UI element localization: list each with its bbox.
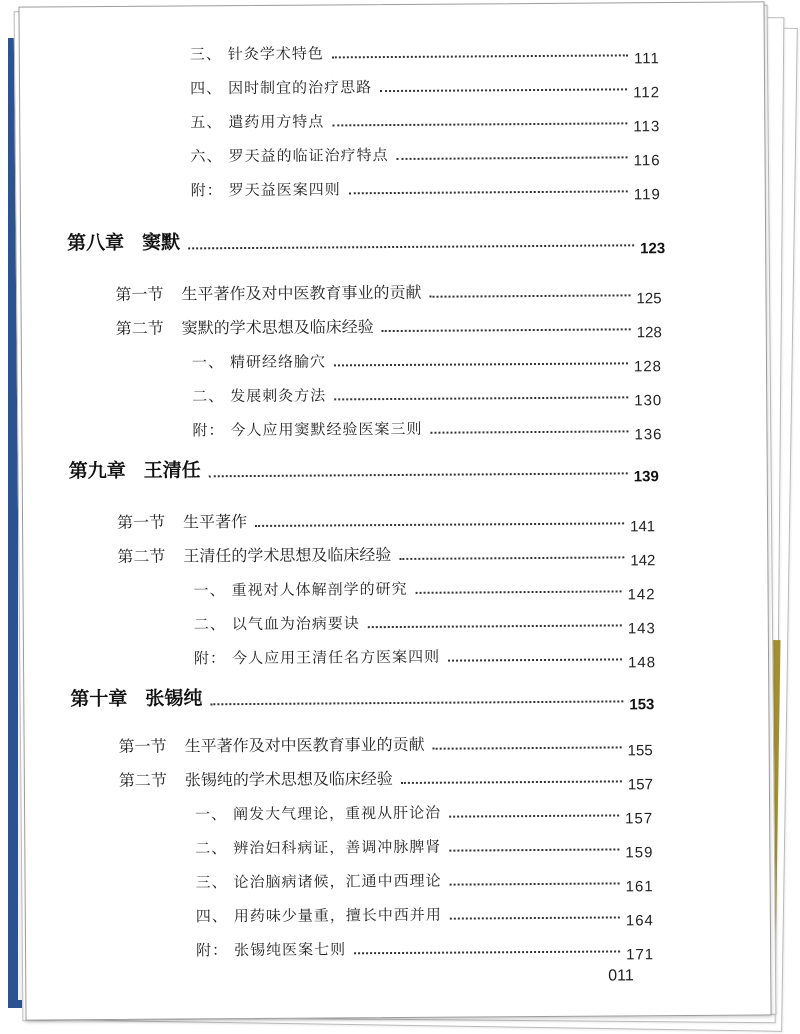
toc-entry-number: 第一节 (117, 512, 166, 532)
toc-dot-leader (332, 122, 627, 126)
toc-page-number: 171 (626, 946, 655, 964)
toc-entry-title: 重视对人体解剖学的研究 (231, 579, 408, 600)
toc-dot-leader (433, 746, 622, 749)
toc-entry-title: 今人应用王清任名方医案四则 (231, 647, 441, 668)
toc-dot-leader (332, 54, 628, 58)
toc-entry-title: 罗天益医案四则 (228, 180, 341, 200)
toc-entry-title: 张锡纯 (145, 688, 203, 710)
toc-entry-number: 六、 (190, 147, 223, 166)
toc-entry-title: 针灸学术特色 (227, 44, 324, 64)
toc-page-number: 139 (633, 468, 659, 486)
table-of-contents (19, 2, 763, 964)
toc-dot-leader (209, 472, 628, 477)
toc-entry-number: 三、 (189, 45, 222, 64)
toc-page-number: 136 (634, 426, 663, 444)
toc-chapter-row (67, 223, 666, 258)
toc-entry-number: 第十章 (70, 688, 128, 711)
toc-page-number: 157 (625, 810, 654, 828)
toc-dot-leader (399, 556, 624, 560)
toc-entry-title: 生平著作及对中医教育事业的贡献 (181, 282, 422, 304)
toc-item-row (192, 375, 663, 410)
toc-entry-number: 第八章 (67, 232, 125, 255)
toc-entry-title: 窦默 (142, 232, 181, 254)
toc-dot-leader (210, 700, 623, 705)
toc-chapter-row (68, 451, 659, 486)
toc-chapter-row (70, 679, 655, 714)
toc-section-row (115, 273, 662, 308)
toc-entry-title: 王清任的学术思想及临床经验 (183, 545, 392, 566)
toc-entry-title: 窦默的学术思想及临床经验 (181, 317, 374, 338)
toc-entry-title: 生平著作 (183, 512, 248, 532)
toc-dot-leader (397, 156, 628, 160)
toc-entry-number: 一、 (195, 805, 228, 824)
toc-entry-title: 张锡纯医案七则 (234, 940, 347, 960)
toc-dot-leader (401, 780, 622, 784)
toc-page-number: 112 (633, 84, 661, 102)
toc-dot-leader (430, 430, 628, 433)
toc-item-row (190, 101, 661, 136)
toc-dot-leader (382, 328, 631, 332)
toc-page-number: 142 (630, 552, 656, 570)
toc-section-row (117, 501, 656, 536)
toc-section-row (118, 725, 653, 760)
toc-item-row (190, 135, 661, 170)
toc-entry-title: 因时制宜的治疗思路 (227, 78, 373, 98)
toc-dot-leader (416, 590, 622, 593)
toc-entry-number: 第一节 (118, 736, 167, 756)
toc-item-row (189, 67, 661, 102)
toc-entry-title: 今人应用窦默经验医案三则 (230, 419, 423, 440)
toc-entry-number: 第一节 (115, 284, 164, 304)
toc-page-number: 141 (630, 518, 656, 536)
toc-entry-number: 二、 (192, 387, 225, 406)
toc-page-number: 159 (625, 844, 654, 862)
toc-page-number: 161 (625, 878, 654, 896)
toc-dot-leader (354, 950, 620, 954)
toc-dot-leader (430, 294, 631, 297)
toc-dot-leader (334, 396, 628, 400)
toc-dot-leader (349, 190, 628, 194)
toc-entry-number: 四、 (195, 907, 228, 926)
toc-entry-title: 王清任 (143, 460, 201, 482)
toc-entry-title: 精研经络腧穴 (229, 352, 327, 372)
toc-entry-number: 四、 (189, 79, 223, 98)
toc-page-number: 119 (633, 186, 661, 204)
toc-page-number: 128 (633, 358, 663, 376)
toc-page-number: 164 (625, 912, 654, 930)
toc-entry-number: 一、 (193, 581, 226, 600)
toc-entry-number: 附： (192, 421, 225, 440)
toc-dot-leader (449, 814, 619, 817)
toc-item-row (190, 169, 661, 204)
toc-entry-number: 第二节 (118, 770, 167, 790)
toc-item-row (195, 861, 654, 896)
toc-page-number: 157 (627, 776, 653, 794)
toc-page-number: 128 (636, 324, 662, 342)
toc-item-row (195, 827, 654, 862)
toc-entry-title: 以气血为治病要诀 (231, 614, 360, 634)
toc-item-row (189, 33, 660, 68)
toc-item-row (193, 569, 656, 604)
toc-page-number: 155 (627, 742, 653, 760)
toc-page-number: 153 (629, 696, 655, 714)
toc-entry-number: 第九章 (68, 460, 126, 483)
toc-dot-leader (450, 916, 620, 919)
toc-section-row (117, 535, 656, 570)
toc-entry-title: 遣药用方特点 (228, 112, 325, 132)
toc-section-row (118, 759, 653, 794)
toc-entry-title: 辨治妇科病证，善调冲脉脾肾 (233, 837, 442, 858)
toc-dot-leader (450, 882, 620, 885)
toc-entry-title: 生平著作及对中医教育事业的贡献 (184, 734, 425, 756)
toc-entry-title: 张锡纯的学术思想及临床经验 (184, 769, 393, 790)
toc-page-number: 130 (634, 392, 663, 410)
toc-dot-leader (188, 244, 634, 249)
toc-item-row (195, 929, 655, 964)
toc-dot-leader (380, 88, 627, 92)
toc-page-number: 111 (633, 50, 660, 68)
toc-page-number: 116 (633, 152, 661, 170)
toc-page-number: 123 (640, 240, 666, 258)
toc-page-number: 113 (633, 118, 661, 136)
toc-entry-number: 附： (193, 649, 227, 668)
toc-page-number: 143 (627, 620, 656, 638)
toc-entry-title: 罗天益的临证治疗特点 (228, 146, 389, 166)
toc-page (18, 1, 771, 1020)
toc-dot-leader (449, 848, 619, 851)
toc-entry-number: 附： (195, 941, 229, 960)
toc-dot-leader (448, 658, 622, 661)
toc-item-row (195, 793, 654, 828)
page-folio: 011 (608, 967, 634, 985)
toc-entry-number: 二、 (195, 839, 228, 858)
toc-entry-number: 三、 (195, 873, 228, 892)
toc-entry-number: 第二节 (115, 318, 164, 338)
toc-dot-leader (368, 624, 622, 628)
toc-item-row (195, 895, 654, 930)
toc-item-row (193, 637, 657, 672)
toc-item-row (191, 341, 663, 376)
toc-entry-number: 一、 (191, 353, 225, 372)
toc-dot-leader (334, 362, 628, 366)
toc-page-number: 142 (627, 586, 656, 604)
toc-entry-title: 阐发大气理论，重视从肝论治 (233, 803, 442, 824)
toc-item-row (192, 409, 663, 444)
toc-entry-title: 论治脑病诸候，汇通中西理论 (233, 871, 442, 892)
toc-page-number: 125 (636, 290, 662, 308)
toc-entry-number: 第二节 (117, 546, 166, 566)
toc-section-row (115, 307, 662, 342)
toc-entry-title: 发展刺灸方法 (230, 386, 327, 406)
toc-dot-leader (255, 522, 624, 527)
toc-entry-number: 附： (190, 181, 223, 200)
toc-entry-number: 二、 (193, 615, 226, 634)
toc-page-number: 148 (627, 654, 657, 672)
toc-entry-title: 用药味少量重，擅长中西并用 (233, 905, 442, 926)
toc-entry-number: 五、 (190, 113, 223, 132)
toc-item-row (193, 603, 656, 638)
